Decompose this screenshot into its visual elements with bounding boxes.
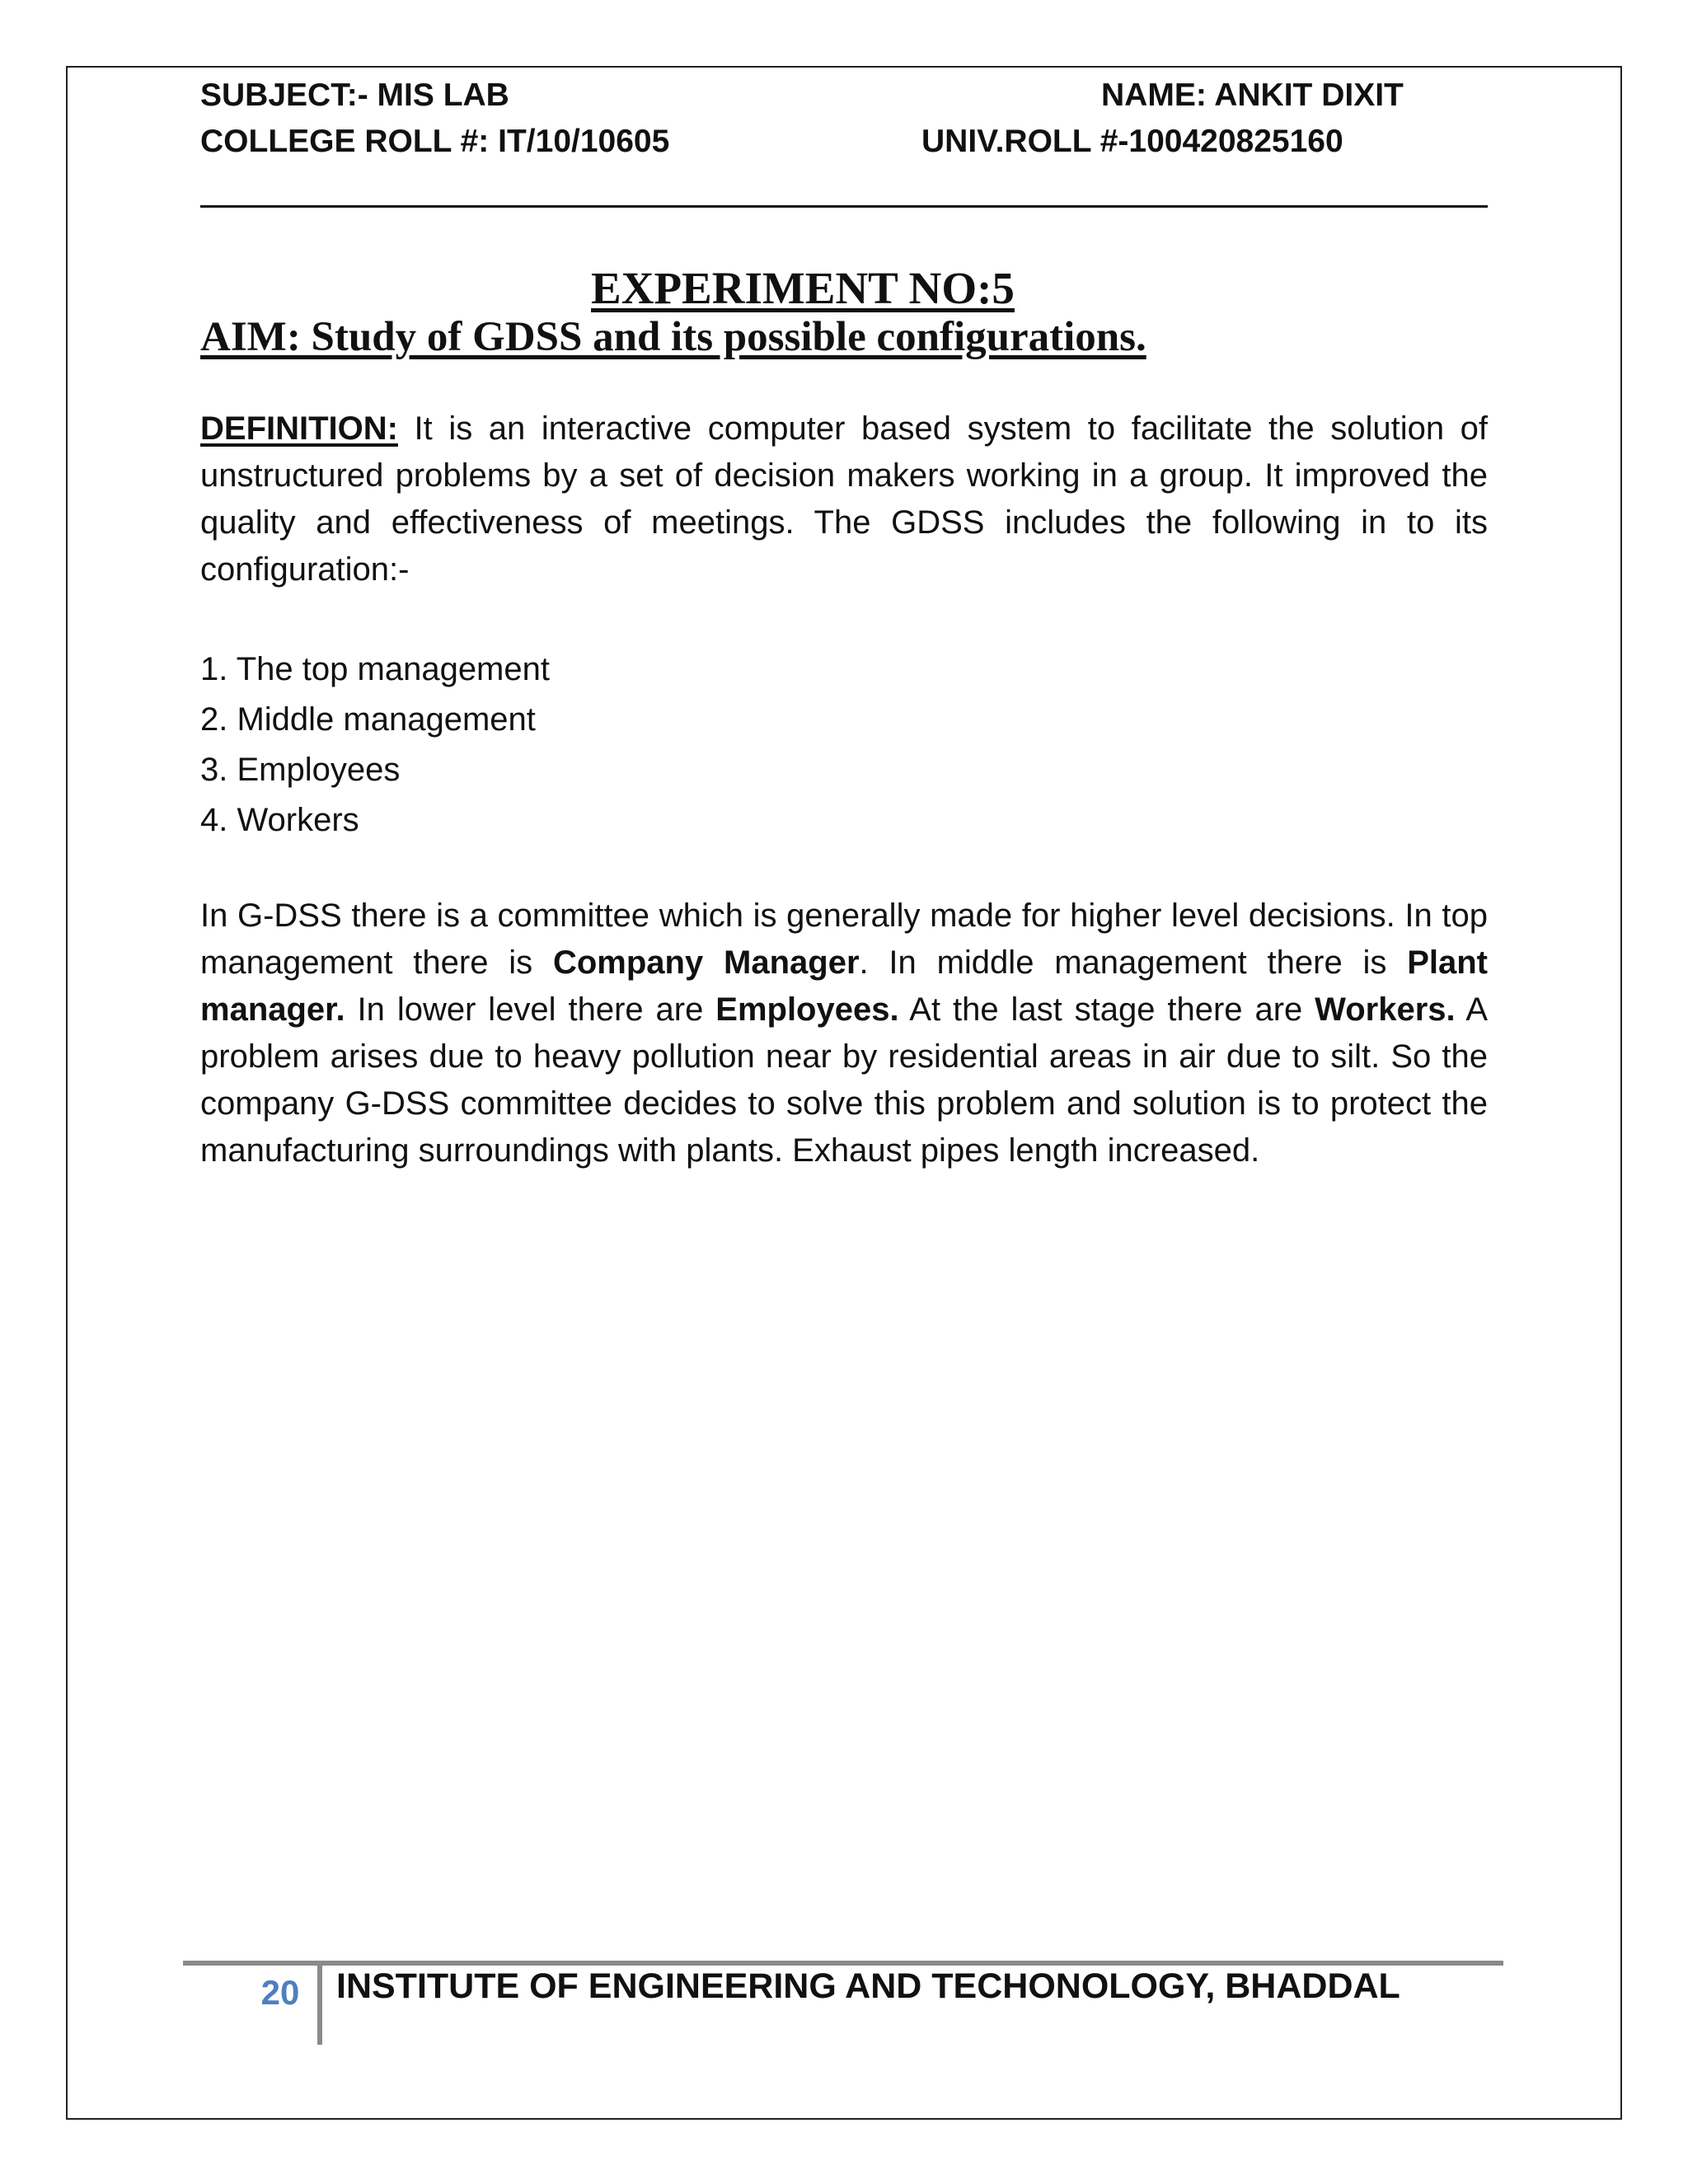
header-univ-roll: UNIV.ROLL #-100420825160 bbox=[921, 124, 1343, 159]
footer-institute-name: INSTITUTE OF ENGINEERING AND TECHONOLOGY, BHADDAL bbox=[336, 1966, 1400, 2006]
header-subject: SUBJECT:- MIS LAB bbox=[200, 77, 509, 113]
list-item: 3. Employees bbox=[200, 752, 401, 788]
header-student-name: NAME: ANKIT DIXIT bbox=[1101, 77, 1404, 113]
gdss-text-3: In lower level there are bbox=[345, 991, 716, 1028]
gdss-text-1: In G-DSS there is a committee which is generally made for higher level decisions. In top management there is bbox=[200, 898, 1488, 981]
page-number: 20 bbox=[260, 1973, 300, 2012]
experiment-aim: AIM: Study of GDSS and its possible configurations. bbox=[200, 314, 1146, 360]
list-item: 2. Middle management bbox=[200, 701, 536, 738]
footer-divider bbox=[317, 1966, 322, 2045]
company-manager-term: Company Manager bbox=[552, 944, 860, 981]
definition-paragraph bbox=[200, 405, 1488, 593]
footer-rule bbox=[183, 1961, 1503, 1966]
gdss-text-5: A problem arises due to heavy pollution near by residential areas in air due to silt. So the company G-DSS committee decides to solve this problem and solution is to protect the manufacturing surroundings with plants. Exhaust pipes length increased. bbox=[200, 991, 1488, 1169]
list-item: 1. The top management bbox=[200, 651, 550, 687]
configuration-list bbox=[200, 644, 550, 846]
workers-term: Workers. bbox=[1315, 991, 1456, 1028]
definition-label: DEFINITION: bbox=[200, 410, 398, 447]
gdss-paragraph bbox=[200, 893, 1488, 1174]
list-item: 4. Workers bbox=[200, 802, 359, 838]
gdss-text-4: At the last stage there are bbox=[898, 991, 1315, 1028]
header-college-roll: COLLEGE ROLL #: IT/10/10605 bbox=[200, 124, 670, 159]
employees-term: Employees. bbox=[715, 991, 899, 1028]
gdss-text-2: . In middle management there is bbox=[859, 944, 1408, 981]
definition-text: It is an interactive computer based system to facilitate the solution of unstructured problems by a set of decision makers working in a group. It improved the quality and effectiveness of meetings. The GDSS includes the following in to its configuration:- bbox=[200, 410, 1488, 588]
experiment-title: EXPERIMENT NO:5 bbox=[591, 263, 1015, 313]
header-rule bbox=[200, 205, 1488, 208]
plant-manager-term: Plant manager. bbox=[200, 944, 1488, 1028]
